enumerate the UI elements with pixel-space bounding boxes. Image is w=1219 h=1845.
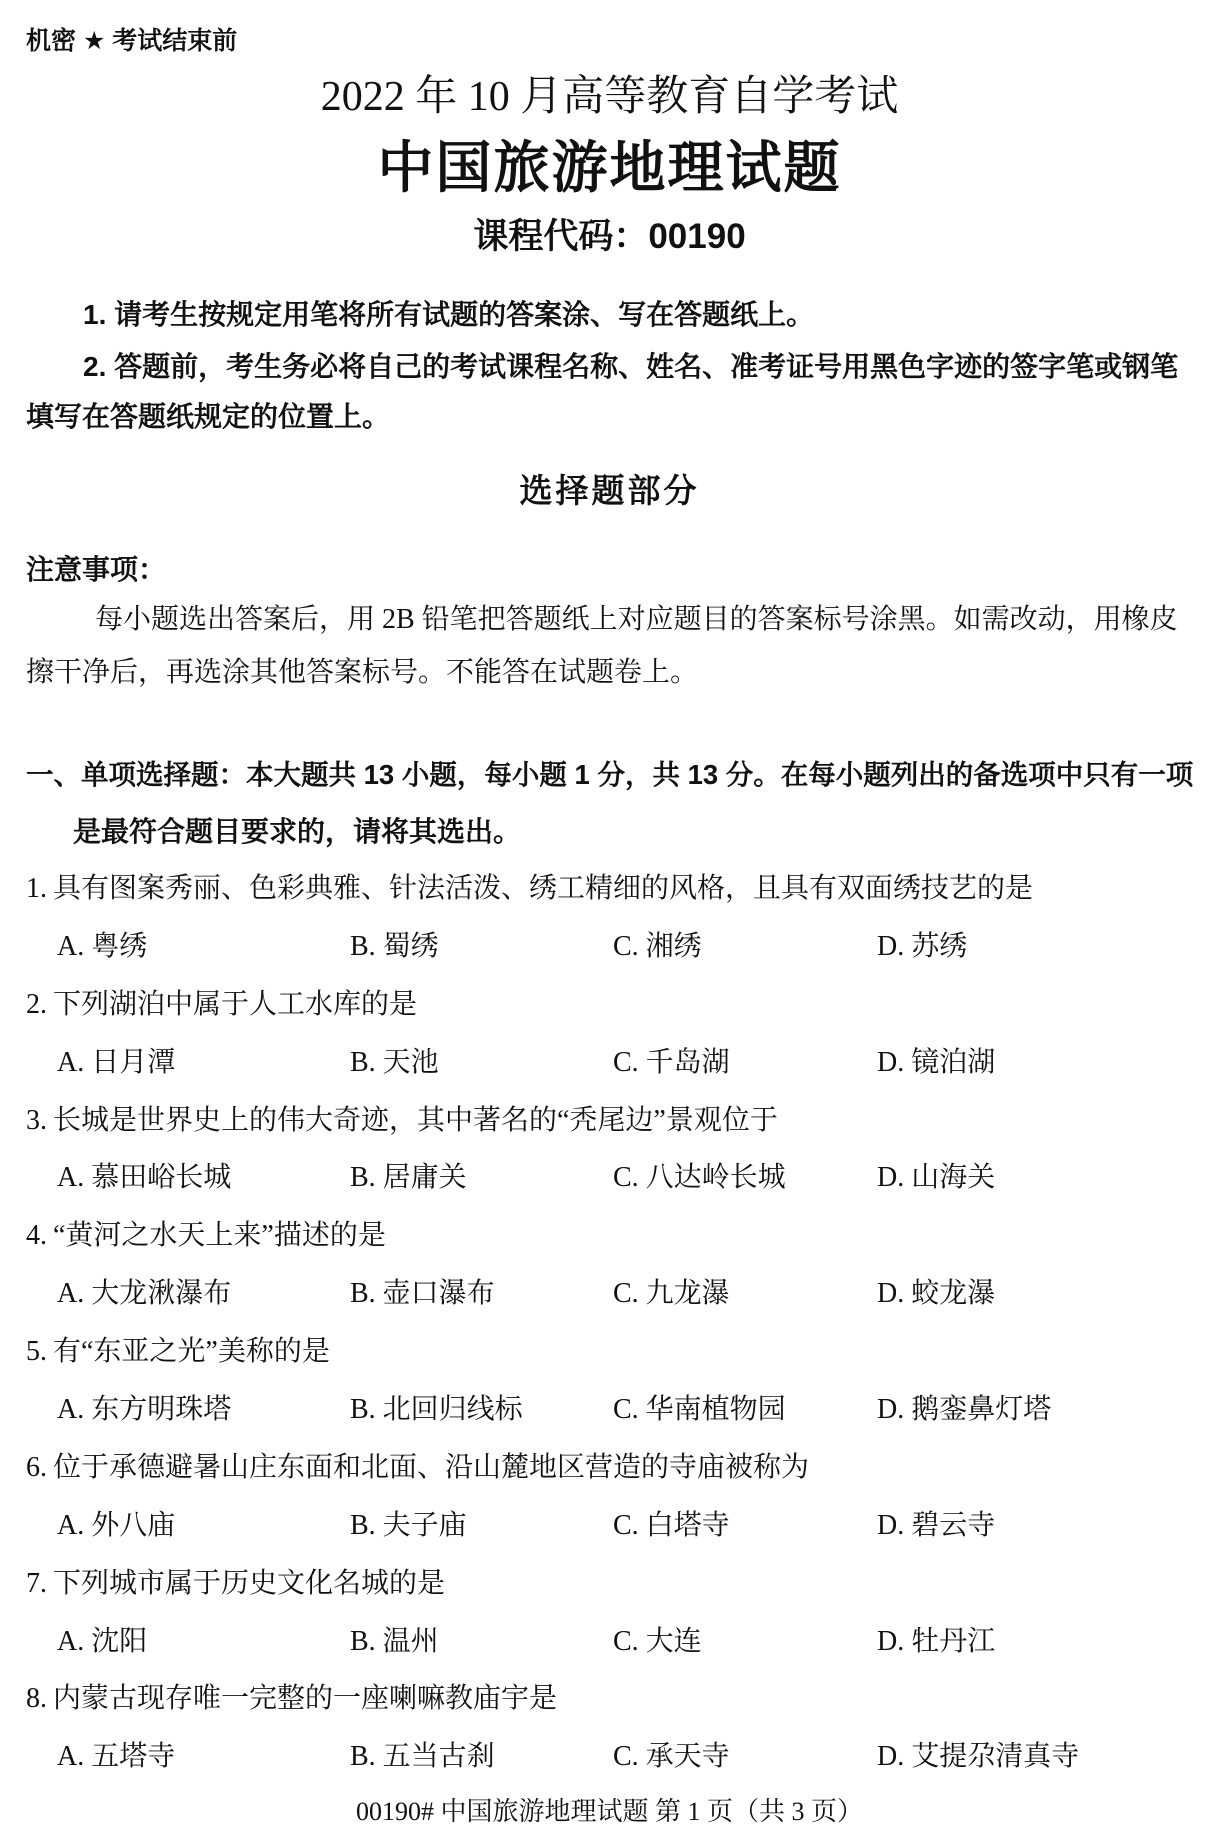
question-item (0, 1207, 1219, 1323)
question-item (0, 1555, 1219, 1671)
question-item (0, 1670, 1219, 1786)
question-number: 5. (26, 1336, 47, 1368)
question-stem (26, 1092, 778, 1150)
option-d: D. 山海关 (877, 1162, 996, 1194)
option-a: A. 东方明珠塔 (57, 1394, 232, 1426)
option-c: C. 华南植物园 (613, 1394, 786, 1426)
option-row (0, 1149, 1219, 1207)
question-text: 长城是世界史上的伟大奇迹，其中著名的“秃尾边”景观位于 (53, 1104, 778, 1136)
option-a: A. 沈阳 (57, 1625, 148, 1657)
part-one-heading-line-1: 一、单项选择题：本大题共 13 小题，每小题 1 分，共 13 分。在每小题列出的备选项中只有一项 (26, 759, 1194, 790)
part-one-heading-line-2: 是最符合题目要求的，请将其选出。 (73, 816, 522, 847)
question-number: 4. (26, 1220, 47, 1252)
question-stem (26, 976, 417, 1034)
question-number: 3. (26, 1104, 47, 1136)
question-text: 下列湖泊中属于人工水库的是 (53, 988, 418, 1020)
option-d: D. 艾提尕清真寺 (877, 1741, 1080, 1773)
page-footer: 00190# 中国旅游地理试题 第 1 页（共 3 页） (355, 1797, 863, 1826)
question-stem (26, 1323, 330, 1381)
option-d: D. 蛟龙瀑 (877, 1278, 996, 1310)
question-text: 下列城市属于历史文化名城的是 (53, 1567, 446, 1599)
option-d: D. 牡丹江 (877, 1625, 996, 1657)
question-item (0, 1092, 1219, 1208)
question-number: 6. (26, 1451, 47, 1483)
option-a: A. 粤绣 (57, 930, 148, 962)
question-number: 8. (26, 1683, 47, 1715)
question-stem-row (0, 976, 1219, 1034)
question-item (0, 976, 1219, 1092)
option-a: A. 大龙湫瀑布 (57, 1278, 232, 1310)
notice-line-1: 每小题选出答案后，用 2B 铅笔把答题纸上对应题目的答案标号涂黑。如需改动，用橡皮 (95, 604, 1178, 635)
question-stem-row (0, 1439, 1219, 1497)
question-stem (26, 1555, 445, 1613)
option-c: C. 大连 (613, 1625, 702, 1657)
option-b: B. 居庸关 (350, 1162, 467, 1194)
option-a: A. 慕田峪长城 (57, 1162, 232, 1194)
question-stem (26, 1439, 809, 1497)
question-stem-row (0, 1670, 1219, 1728)
option-b: B. 北回归线标 (350, 1394, 523, 1426)
question-stem-row (0, 1092, 1219, 1150)
option-a: A. 外八庙 (57, 1509, 176, 1541)
option-d: D. 镜泊湖 (877, 1046, 996, 1078)
section-title: 选择题部分 (519, 472, 700, 509)
option-d: D. 鹅銮鼻灯塔 (877, 1394, 1052, 1426)
option-c: C. 湘绣 (613, 930, 702, 962)
option-row (0, 918, 1219, 976)
question-stem-row (0, 1207, 1219, 1265)
instruction-1-line-1: 1. 请考生按规定用笔将所有试题的答案涂、写在答题纸上。 (83, 299, 815, 330)
option-c: C. 千岛湖 (613, 1046, 730, 1078)
option-b: B. 天池 (350, 1046, 439, 1078)
question-item (0, 860, 1219, 976)
question-stem (26, 860, 1033, 918)
option-row (0, 1381, 1219, 1439)
option-row (0, 1265, 1219, 1323)
question-stem-row (0, 860, 1219, 918)
question-text: 具有图案秀丽、色彩典雅、针法活泼、绣工精细的风格，且具有双面绣技艺的是 (53, 873, 1034, 904)
option-b: B. 壶口瀑布 (350, 1278, 495, 1310)
question-stem (26, 1670, 557, 1728)
option-row (0, 1728, 1219, 1786)
option-d: D. 碧云寺 (877, 1509, 996, 1541)
question-number: 1. (26, 873, 47, 904)
option-a: A. 日月潭 (57, 1046, 176, 1078)
question-text: 位于承德避暑山庄东面和北面、沿山麓地区营造的寺庙被称为 (53, 1451, 810, 1483)
question-stem-row (0, 1323, 1219, 1381)
subject-title: 中国旅游地理试题 (377, 136, 842, 199)
question-text: “黄河之水天上来”描述的是 (53, 1220, 386, 1252)
option-row (0, 1497, 1219, 1555)
instruction-2-line-1: 2. 答题前，考生务必将自己的考试课程名称、姓名、准考证号用黑色字迹的签字笔或钢笔 (83, 351, 1179, 382)
option-row (0, 1613, 1219, 1671)
question-text: 有“东亚之光”美称的是 (53, 1336, 330, 1368)
option-c: C. 九龙瀑 (613, 1278, 730, 1310)
option-b: B. 五当古刹 (350, 1741, 495, 1773)
instruction-2-line-2: 填写在答题纸规定的位置上。 (26, 401, 391, 432)
notice-heading: 注意事项： (26, 554, 167, 585)
option-b: B. 蜀绣 (350, 930, 439, 962)
option-c: C. 八达岭长城 (613, 1162, 786, 1194)
question-text: 内蒙古现存唯一完整的一座喇嘛教庙宇是 (53, 1683, 558, 1715)
question-number: 7. (26, 1567, 47, 1599)
question-item (0, 1323, 1219, 1439)
notice-line-2: 擦干净后，再选涂其他答案标号。不能答在试题卷上。 (26, 657, 699, 688)
option-d: D. 苏绣 (877, 930, 968, 962)
option-row (0, 1034, 1219, 1092)
confidential-label: 机密 ★ 考试结束前 (26, 27, 238, 55)
option-a: A. 五塔寺 (57, 1741, 176, 1773)
question-list (0, 860, 1219, 1786)
option-c: C. 承天寺 (613, 1741, 730, 1773)
option-c: C. 白塔寺 (613, 1509, 730, 1541)
question-number: 2. (26, 988, 47, 1020)
question-stem (26, 1207, 386, 1265)
exam-name-title: 2022 年 10 月高等教育自学考试 (320, 74, 899, 120)
option-b: B. 夫子庙 (350, 1509, 467, 1541)
course-code: 课程代码：00190 (473, 217, 746, 256)
question-item (0, 1439, 1219, 1555)
question-stem-row (0, 1555, 1219, 1613)
option-b: B. 温州 (350, 1625, 439, 1657)
